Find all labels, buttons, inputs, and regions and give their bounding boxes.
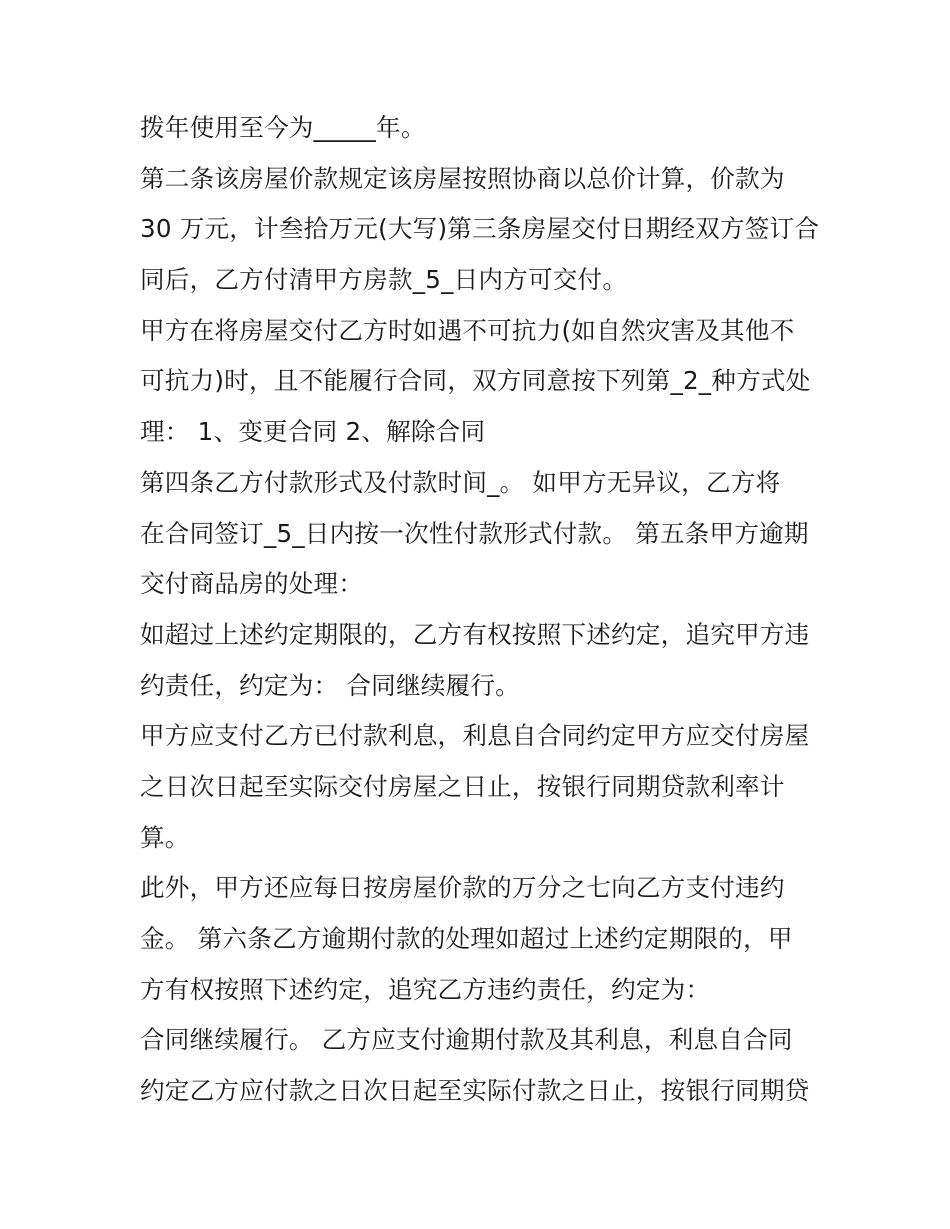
text-line: 如超过上述约定期限的，乙方有权按照下述约定，追究甲方违 (140, 619, 810, 649)
text-line: 第二条该房屋价款规定该房屋按照协商以总价计算，价款为 (140, 163, 785, 193)
text-line: 此外，甲方还应每日按房屋价款的万分之七向乙方支付违约 (140, 873, 785, 903)
text-line: 同后，乙方付清甲方房款_5_日内方可交付。 (140, 265, 628, 295)
text-line: 约定乙方应付款之日次日起至实际付款之日止，按银行同期贷 (140, 1076, 810, 1106)
text-line: 理： 1、变更合同 2、解除合同 (140, 417, 486, 447)
text-line: 算。 (140, 822, 190, 852)
text-line: 之日次日起至实际交付房屋之日止，按银行同期贷款利率计 (140, 771, 785, 801)
text-line: 第四条乙方付款形式及付款时间_。 如甲方无异议，乙方将 (140, 467, 781, 497)
text-line: 拨年使用至今为_____年。 (140, 113, 426, 142)
text-line: 合同继续履行。 乙方应支付逾期付款及其利息，利息自合同 (140, 1025, 793, 1055)
document-body (140, 103, 860, 1117)
text-line: 交付商品房的处理： (140, 569, 364, 599)
text-line: 甲方应支付乙方已付款利息，利息自合同约定甲方应交付房屋 (140, 721, 810, 751)
text-line: 可抗力)时，且不能履行合同，双方同意按下列第_2_种方式处 (140, 366, 811, 396)
text-line: 在合同签订_5_日内按一次性付款形式付款。 第五条甲方逾期 (140, 518, 809, 548)
text-line: 约责任，约定为： 合同继续履行。 (140, 670, 520, 700)
text-line: 甲方在将房屋交付乙方时如遇不可抗力(如自然灾害及其他不 (140, 315, 795, 345)
text-line: 方有权按照下述约定，追究乙方违约责任，约定为： (140, 974, 711, 1004)
text-line: 金。 第六条乙方逾期付款的处理如超过上述约定期限的，甲 (140, 924, 793, 953)
text-line: 30 万元，计叁拾万元(大写)第三条房屋交付日期经双方签订合 (140, 214, 820, 244)
